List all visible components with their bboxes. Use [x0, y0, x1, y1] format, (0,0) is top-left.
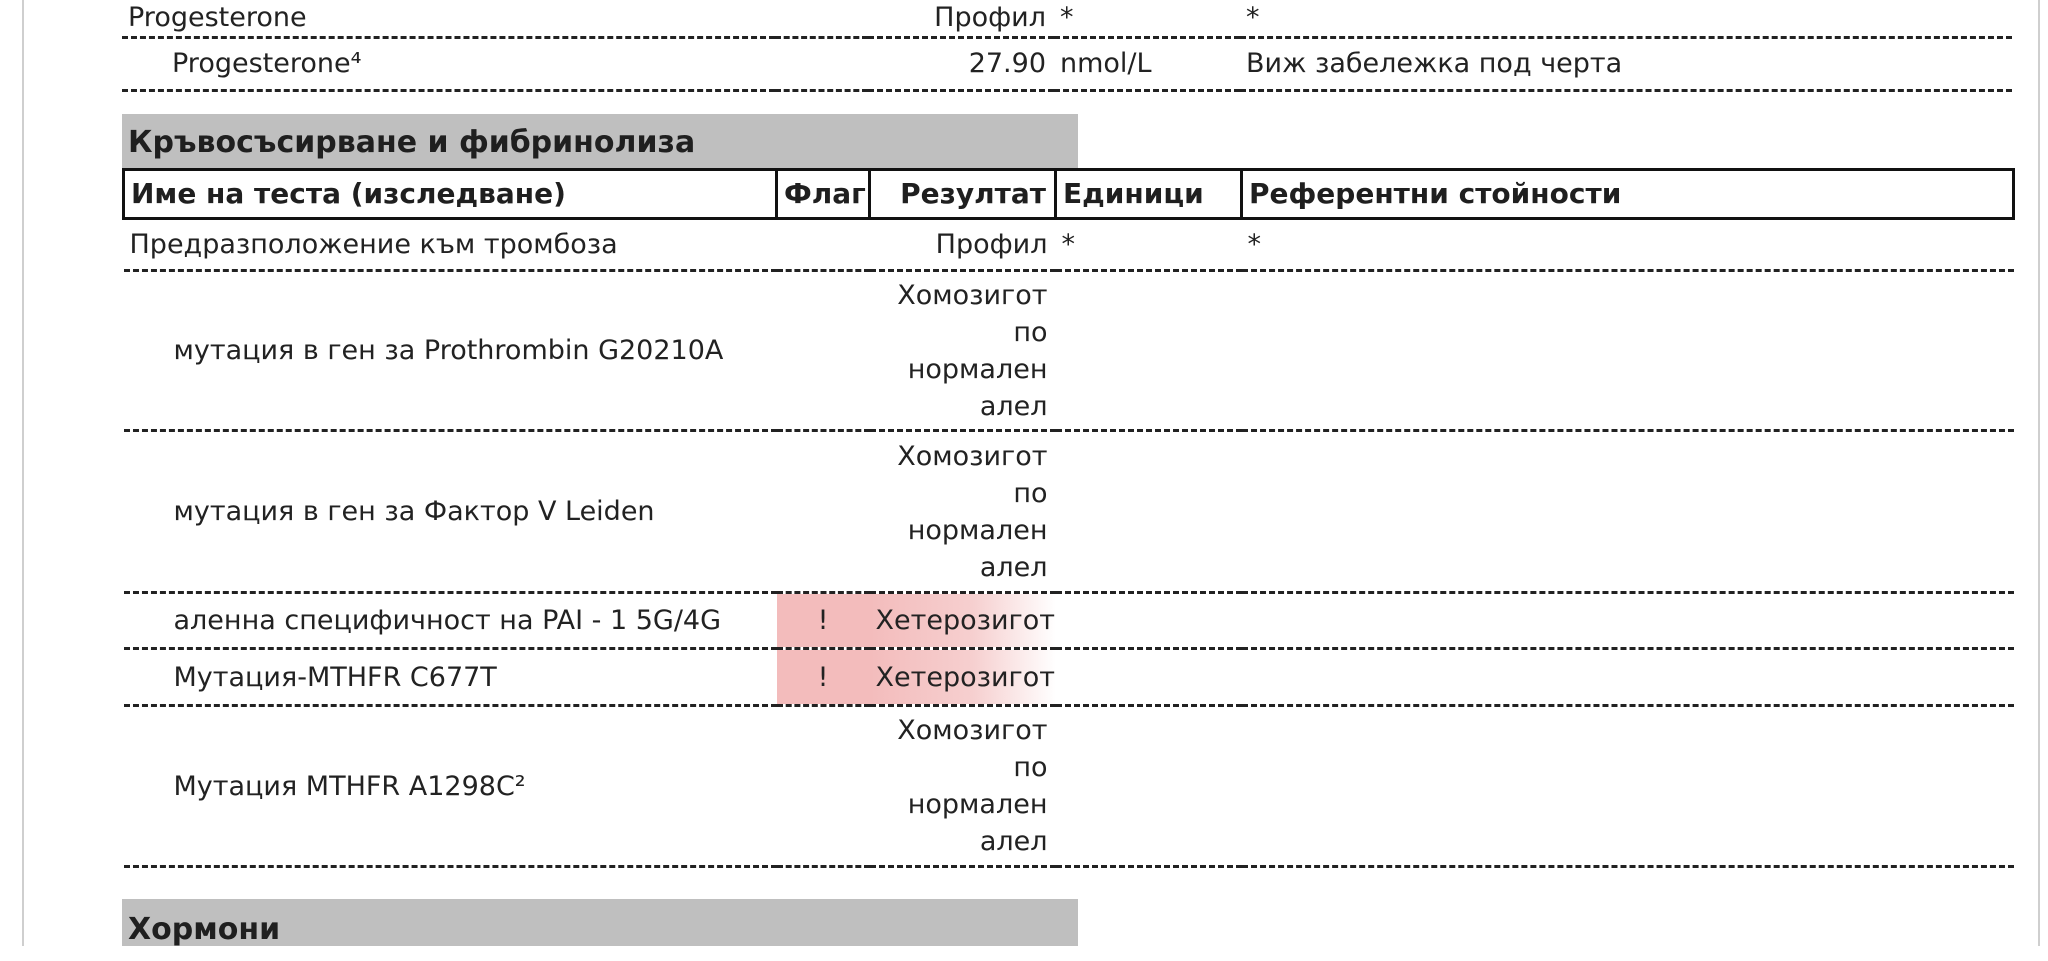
- test-result: Хомозигот по нормален алел: [870, 706, 1056, 867]
- test-unit: *: [1056, 219, 1242, 271]
- test-reference: [1242, 593, 2014, 649]
- coagulation-table: [122, 168, 2015, 868]
- test-unit: [1056, 271, 1242, 431]
- test-unit: nmol/L: [1054, 37, 1240, 90]
- table-row: [124, 431, 2014, 593]
- test-reference: [1242, 649, 2014, 706]
- abnormal-flag: !: [777, 593, 870, 649]
- test-reference: [1242, 271, 2014, 431]
- test-name: мутация в ген за Prothrombin G20210A: [124, 271, 777, 431]
- table-header-row: [124, 170, 2014, 219]
- abnormal-flag: !: [777, 649, 870, 706]
- test-unit: [1056, 706, 1242, 867]
- column-header-units: Единици: [1056, 170, 1242, 219]
- test-result: 27.90: [868, 37, 1054, 90]
- test-flag: [775, 37, 868, 90]
- test-flag: [777, 219, 870, 271]
- test-unit: [1056, 593, 1242, 649]
- test-result: Профил: [868, 0, 1054, 37]
- test-flag: [777, 431, 870, 593]
- table-row: [122, 0, 2012, 37]
- test-reference: *: [1240, 0, 2012, 37]
- test-unit: *: [1054, 0, 1240, 37]
- test-name: Progesterone: [122, 0, 775, 37]
- table-row: [124, 593, 2014, 649]
- test-name: Предразположение към тромбоза: [124, 219, 777, 271]
- test-name: мутация в ген за Фактор V Leiden: [124, 431, 777, 593]
- column-header-flag: Флаг: [777, 170, 870, 219]
- table-row: [124, 219, 2014, 271]
- test-flag: [777, 271, 870, 431]
- progesterone-table: [122, 0, 2012, 92]
- column-header-reference: Референтни стойности: [1242, 170, 2014, 219]
- test-result: Хомозигот по нормален алел: [870, 431, 1056, 593]
- test-name: аленна специфичност на PAI - 1 5G/4G: [124, 593, 777, 649]
- test-reference: [1242, 431, 2014, 593]
- test-reference: [1242, 706, 2014, 867]
- test-name: Мутация MTHFR A1298C²: [124, 706, 777, 867]
- section-title: Кръвосъсирване и фибринолиза: [122, 114, 1078, 168]
- report-page: [22, 0, 2040, 946]
- test-result: Хомозигот по нормален алел: [870, 271, 1056, 431]
- table-row: [124, 706, 2014, 867]
- test-result: Хетерозигот: [870, 593, 1056, 649]
- test-flag: [775, 0, 868, 37]
- section-title: Хормони: [122, 899, 1078, 946]
- test-reference: Виж забележка под черта: [1240, 37, 2012, 90]
- column-header-name: Име на теста (изследване): [124, 170, 777, 219]
- test-result: Хетерозигот: [870, 649, 1056, 706]
- column-header-result: Резултат: [870, 170, 1056, 219]
- test-name: Мутация-MTHFR C677T: [124, 649, 777, 706]
- test-result: Профил: [870, 219, 1056, 271]
- table-row: [122, 37, 2012, 90]
- test-reference: *: [1242, 219, 2014, 271]
- table-row: [124, 649, 2014, 706]
- test-unit: [1056, 649, 1242, 706]
- test-flag: [777, 706, 870, 867]
- table-row: [124, 271, 2014, 431]
- test-unit: [1056, 431, 1242, 593]
- test-name: Progesterone⁴: [122, 37, 775, 90]
